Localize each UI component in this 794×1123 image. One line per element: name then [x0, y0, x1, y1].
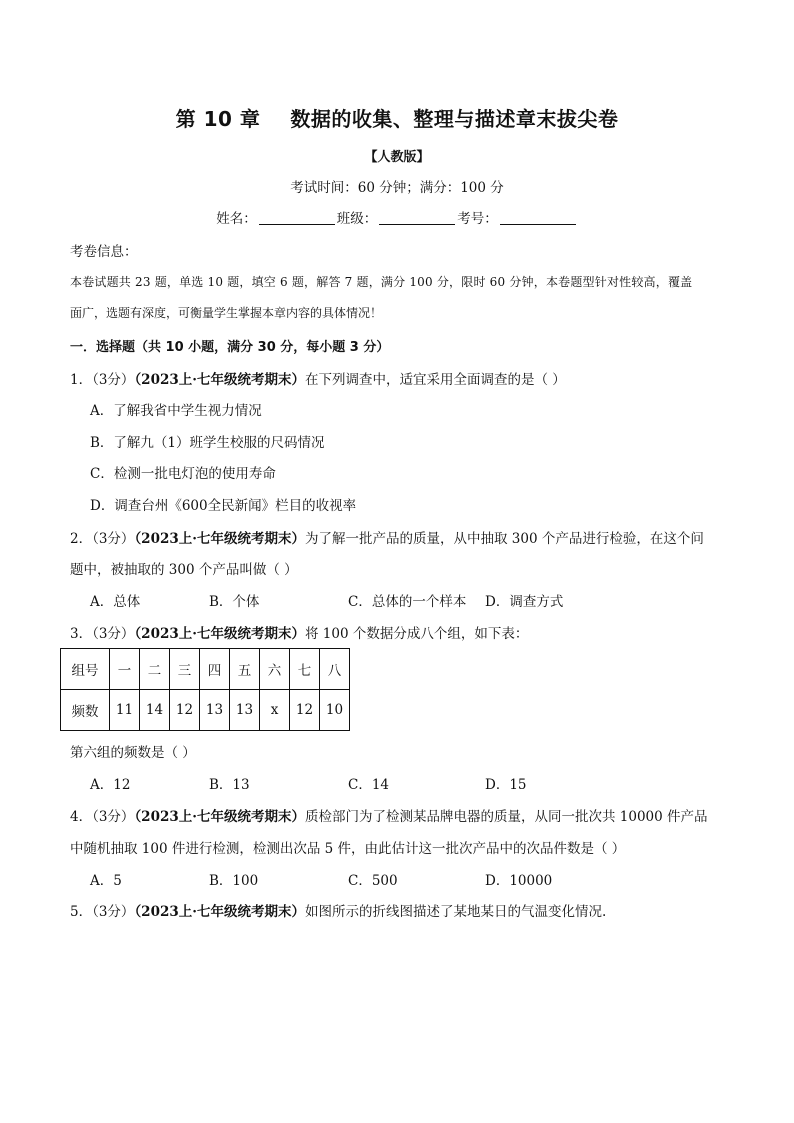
table-cell: 11 [110, 690, 140, 731]
q2-option-b[interactable]: B．个体 [209, 594, 260, 610]
q3-option-d[interactable]: D．15 [485, 777, 527, 793]
exam-info: 考试时间：60 分钟；满分：100 分 [290, 180, 504, 196]
table-row [61, 690, 350, 731]
info-line-1: 本卷试题共 23 题，单选 10 题，填空 6 题，解答 7 题，满分 100 分，限时 60 分钟，本卷题型针对性较高，覆盖 [70, 275, 693, 289]
table-cell: 八 [320, 649, 350, 690]
q4-source: （2023上·七年级统考期末） [134, 809, 305, 825]
table-cell: x [260, 690, 290, 731]
table-header-cell: 组号 [61, 649, 110, 690]
class-label: 班级： [336, 211, 378, 227]
q5-source: （2023上·七年级统考期末） [134, 904, 305, 920]
table-cell: 14 [140, 690, 170, 731]
q2-stem-1: 为了解一批产品的质量，从中抽取 300 个产品进行检验，在这个问 [304, 531, 704, 547]
table-row [61, 649, 350, 690]
name-label: 姓名： [216, 211, 257, 227]
q1-option-c[interactable]: C．检测一批电灯泡的使用寿命 [90, 466, 276, 482]
student-fields [0, 207, 794, 227]
q1-stem: 在下列调查中，适宜采用全面调查的是（ ） [304, 372, 566, 388]
table-cell: 五 [230, 649, 260, 690]
q2-stem-2: 题中，被抽取的 300 个产品叫做（ ） [70, 562, 298, 578]
question-1 [70, 368, 730, 388]
name-field[interactable] [259, 210, 335, 225]
frequency-table [60, 648, 350, 731]
class-field[interactable] [379, 210, 455, 225]
number-field[interactable] [500, 210, 576, 225]
question-4 [70, 805, 730, 825]
q5-stem: 如图所示的折线图描述了某地某日的气温变化情况. [304, 904, 607, 920]
number-label: 考号： [457, 211, 498, 227]
q3-after-text: 第六组的频数是（ ） [70, 745, 196, 761]
q3-option-c[interactable]: C．14 [348, 777, 390, 793]
q5-number: 5．（3分） [70, 904, 135, 920]
q3-option-b[interactable]: B．13 [209, 777, 250, 793]
q4-stem-1: 质检部门为了检测某品牌电器的质量，从同一批次共 10000 件产品 [304, 809, 708, 825]
q3-source: （2023上·七年级统考期末） [134, 626, 305, 642]
edition-label: 【人教版】 [364, 150, 430, 165]
table-cell: 三 [170, 649, 200, 690]
info-heading: 考卷信息： [70, 244, 138, 260]
chapter-title: 数据的收集、整理与描述章末拔尖卷 [290, 107, 619, 131]
section-heading: 一．选择题（共 10 小题，满分 30 分，每小题 3 分） [70, 340, 390, 355]
table-cell: 一 [110, 649, 140, 690]
q3-stem: 将 100 个数据分成八个组，如下表： [304, 626, 529, 642]
table-cell: 12 [170, 690, 200, 731]
question-5 [70, 900, 730, 920]
q4-number: 4．（3分） [70, 809, 135, 825]
q4-option-a[interactable]: A．5 [90, 873, 122, 889]
chapter-number: 第 10 章 [175, 107, 261, 131]
q1-number: 1．（3分） [70, 372, 135, 388]
q4-stem-2: 中随机抽取 100 件进行检测，检测出次品 5 件，由此估计这一批次产品中的次品件数是（ ） [70, 841, 626, 857]
q1-option-d[interactable]: D．调查台州《600全民新闻》栏目的收视率 [90, 498, 357, 514]
q4-option-d[interactable]: D．10000 [485, 873, 553, 889]
q4-option-c[interactable]: C．500 [348, 873, 398, 889]
table-cell: 二 [140, 649, 170, 690]
q2-source: （2023上·七年级统考期末） [134, 531, 305, 547]
question-3 [70, 622, 730, 642]
table-cell: 四 [200, 649, 230, 690]
table-cell: 10 [320, 690, 350, 731]
q4-option-b[interactable]: B．100 [209, 873, 259, 889]
q1-option-b[interactable]: B．了解九（1）班学生校服的尺码情况 [90, 435, 325, 451]
table-cell: 七 [290, 649, 320, 690]
q1-option-a[interactable]: A．了解我省中学生视力情况 [90, 403, 262, 419]
table-cell: 六 [260, 649, 290, 690]
table-header-cell: 频数 [61, 690, 110, 731]
q3-option-a[interactable]: A．12 [90, 777, 131, 793]
table-cell: 12 [290, 690, 320, 731]
q2-option-c[interactable]: C．总体的一个样本 [348, 594, 467, 610]
q2-option-d[interactable]: D．调查方式 [485, 594, 564, 610]
table-cell: 13 [200, 690, 230, 731]
table-cell: 13 [230, 690, 260, 731]
q2-option-a[interactable]: A．总体 [90, 594, 141, 610]
question-2 [70, 527, 730, 547]
q3-number: 3．（3分） [70, 626, 135, 642]
q2-number: 2．（3分） [70, 531, 135, 547]
info-line-2: 面广，选题有深度，可衡量学生掌握本章内容的具体情况！ [70, 306, 383, 320]
page-title [0, 103, 794, 132]
q1-source: （2023上·七年级统考期末） [134, 372, 305, 388]
